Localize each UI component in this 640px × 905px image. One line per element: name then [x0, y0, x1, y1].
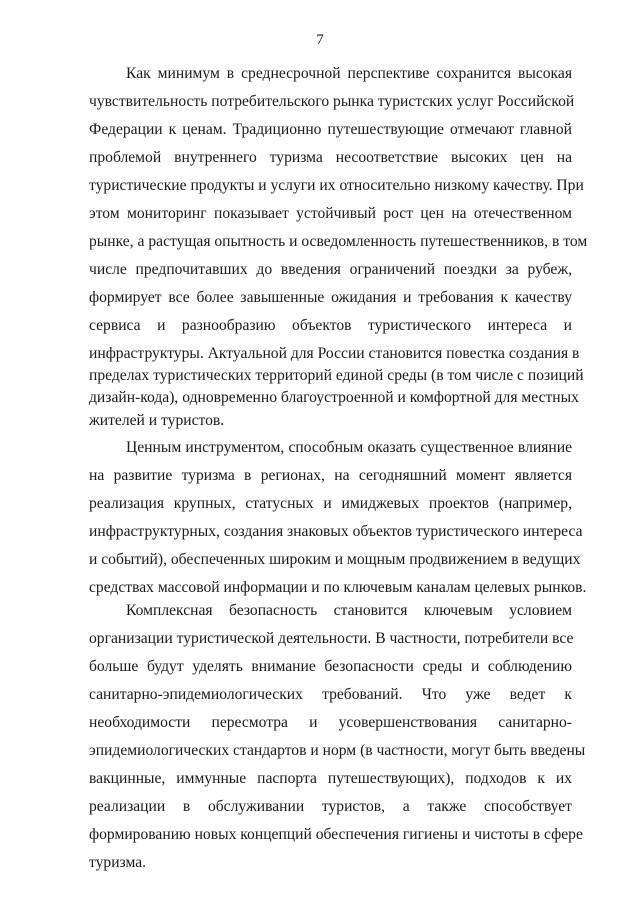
text-line: на развитие туризма в регионах, на сегодняшний момент является: [89, 467, 572, 484]
text-line: средствах массовой информации и по ключевым каналам целевых рынков.: [89, 579, 587, 596]
text-line: этом мониторинг показывает устойчивый рост цен на отечественном: [89, 205, 572, 222]
text-line: эпидемиологических стандартов и норм (в частности, могут быть введены: [89, 742, 586, 759]
text-line: инфраструктурных, создания знаковых объектов туристического интереса: [89, 523, 583, 540]
text-line: организации туристической деятельности. В частности, потребители все: [89, 630, 574, 647]
text-line: вакцинные, иммунные паспорта путешествующих), подходов к их: [89, 770, 572, 787]
text-line: и событий), обеспеченных широким и мощным продвижением в ведущих: [89, 551, 581, 568]
text-line: инфраструктуры. Актуальной для России становится повестка создания в: [89, 345, 580, 362]
text-line: туризма.: [89, 854, 147, 871]
page-number: 7: [316, 32, 324, 48]
text-line: Федерации к ценам. Традиционно путешествующие отмечают главной: [89, 121, 572, 138]
text-line: Как минимум в среднесрочной перспективе сохранится высокая: [126, 65, 572, 82]
text-line: чувствительность потребительского рынка туристских услуг Российской: [89, 93, 575, 110]
text-line: туристические продукты и услуги их относительно низкому качеству. При: [89, 177, 584, 194]
text-line: реализация крупных, статусных и имиджевых проектов (например,: [89, 495, 572, 512]
text-line: необходимости пересмотра и усовершенствования санитарно-: [89, 714, 572, 731]
text-line: формирует все более завышенные ожидания и требования к качеству: [89, 289, 572, 306]
text-line: рынке, а растущая опытность и осведомленность путешественников, в том: [89, 233, 588, 250]
text-line: реализации в обслуживании туристов, а также способствует: [89, 798, 572, 815]
text-line: Ценным инструментом, способным оказать существенное влияние: [126, 439, 572, 456]
text-line: проблемой внутреннего туризма несоответствие высоких цен на: [89, 149, 572, 166]
text-line: больше будут уделять внимание безопасности среды и соблюдению: [89, 658, 572, 675]
text-line: числе предпочитавших до введения ограничений поездки за рубеж,: [89, 261, 572, 278]
text-line: жителей и туристов.: [89, 412, 225, 429]
text-line: формированию новых концепций обеспечения гигиены и чистоты в сфере: [89, 826, 583, 843]
text-line: Комплексная безопасность становится ключевым условием: [126, 602, 572, 619]
text-line: санитарно-эпидемиологических требований. Что уже ведет к: [89, 686, 572, 703]
text-line: дизайн-кода), одновременно благоустроенной и комфортной для местных: [89, 389, 579, 406]
text-line: сервиса и разнообразию объектов туристического интереса и: [89, 317, 572, 334]
text-line: пределах туристических территорий единой среды (в том числе с позиций: [89, 367, 584, 384]
